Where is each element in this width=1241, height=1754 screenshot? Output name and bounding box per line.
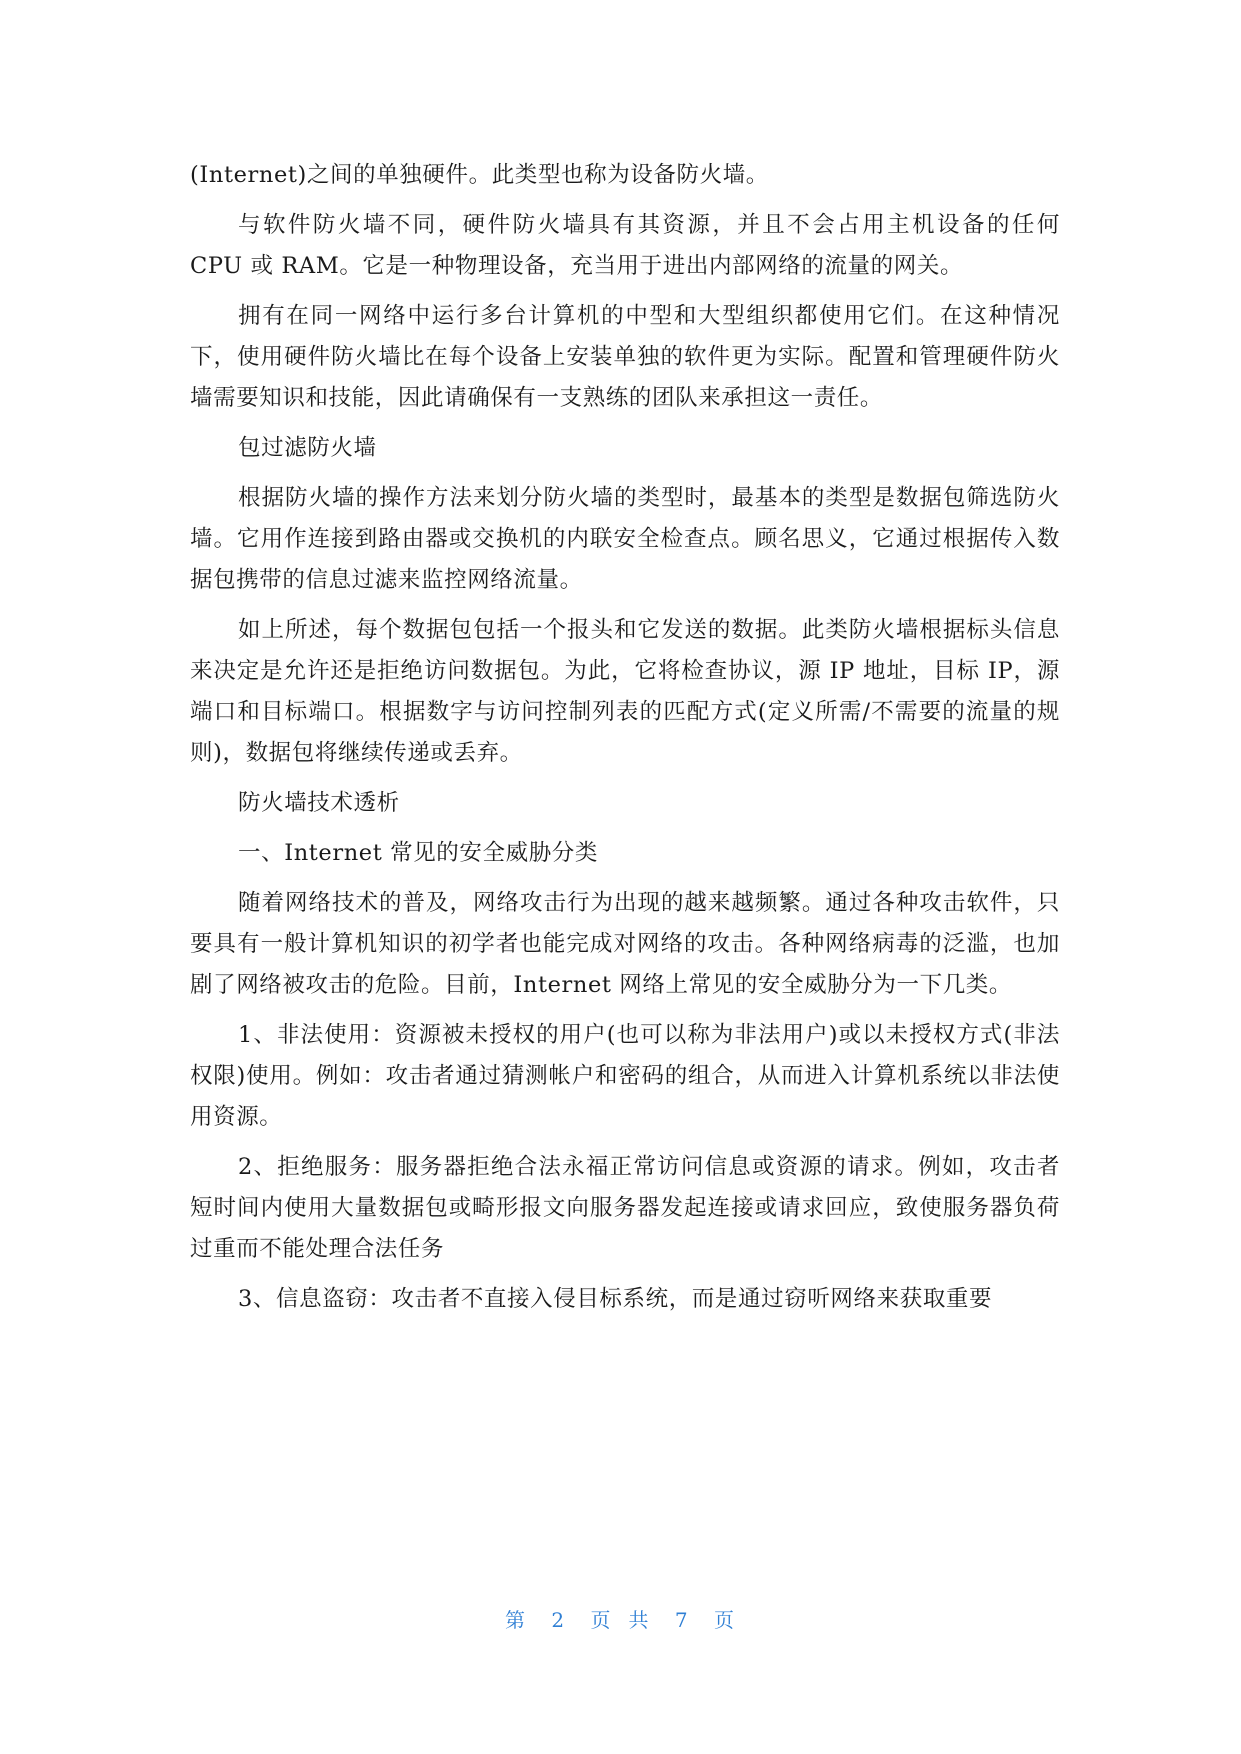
- footer-total-pages: 7: [674, 1608, 690, 1632]
- paragraph-hardware-firewall: 与软件防火墙不同，硬件防火墙具有其资源，并且不会占用主机设备的任何 CPU 或 RAM。它是一种物理设备，充当用于进出内部网络的流量的网关。: [190, 212, 1060, 279]
- paragraph-illegal-use: 1、非法使用：资源被未授权的用户(也可以称为非法用户)或以未授权方式(非法权限)使用。例如：攻击者通过猜测帐户和密码的组合，从而进入计算机系统以非法使用资源。: [190, 1022, 1060, 1130]
- paragraph-continued: (Internet)之间的单独硬件。此类型也称为设备防火墙。: [190, 162, 769, 188]
- paragraph-network-attacks: 随着网络技术的普及，网络攻击行为出现的越来越频繁。通过各种攻击软件，只要具有一般计算机知识的初学者也能完成对网络的攻击。各种网络病毒的泛滥，也加剧了网络被攻击的危险。目前，Internet 网络上常见的安全威胁分为一下几类。: [190, 890, 1060, 998]
- document-body: [190, 155, 1060, 1329]
- footer-ye2: 页: [713, 1608, 736, 1632]
- heading-packet-filter: 包过滤防火墙: [238, 435, 377, 461]
- heading-threat-categories: 一、Internet 常见的安全威胁分类: [238, 840, 598, 866]
- paragraph-packet-filter-intro: 根据防火墙的操作方法来划分防火墙的类型时，最基本的类型是数据包筛选防火墙。它用作连接到路由器或交换机的内联安全检查点。顾名思义，它通过根据传入数据包携带的信息过滤来监控网络流量。: [190, 485, 1060, 593]
- footer-di: 第: [505, 1608, 528, 1632]
- paragraph-denial-of-service: 2、拒绝服务：服务器拒绝合法永福正常访问信息或资源的请求。例如，攻击者短时间内使用大量数据包或畸形报文向服务器发起连接或请求回应，致使服务器负荷过重而不能处理合法任务: [190, 1154, 1060, 1262]
- footer-current-page: 2: [551, 1608, 567, 1632]
- heading-firewall-analysis: 防火墙技术透析: [238, 790, 400, 816]
- footer-ye: 页: [590, 1608, 613, 1632]
- paragraph-packet-header: 如上所述，每个数据包包括一个报头和它发送的数据。此类防火墙根据标头信息来决定是允许还是拒绝访问数据包。为此，它将检查协议，源 IP 地址，目标 IP，源端口和目标端口。根据数字与访问控制列表的匹配方式(定义所需/不需要的流量的规则)，数据包将继续传递或丢弃。: [190, 617, 1060, 766]
- footer-gong: 共: [628, 1608, 651, 1632]
- paragraph-information-theft: 3、信息盗窃：攻击者不直接入侵目标系统，而是通过窃听网络来获取重要: [238, 1286, 993, 1312]
- paragraph-organizations: 拥有在同一网络中运行多台计算机的中型和大型组织都使用它们。在这种情况下，使用硬件防火墙比在每个设备上安装单独的软件更为实际。配置和管理硬件防火墙需要知识和技能，因此请确保有一支熟练的团队来承担这一责任。: [190, 303, 1060, 411]
- page-footer: [0, 1604, 1241, 1633]
